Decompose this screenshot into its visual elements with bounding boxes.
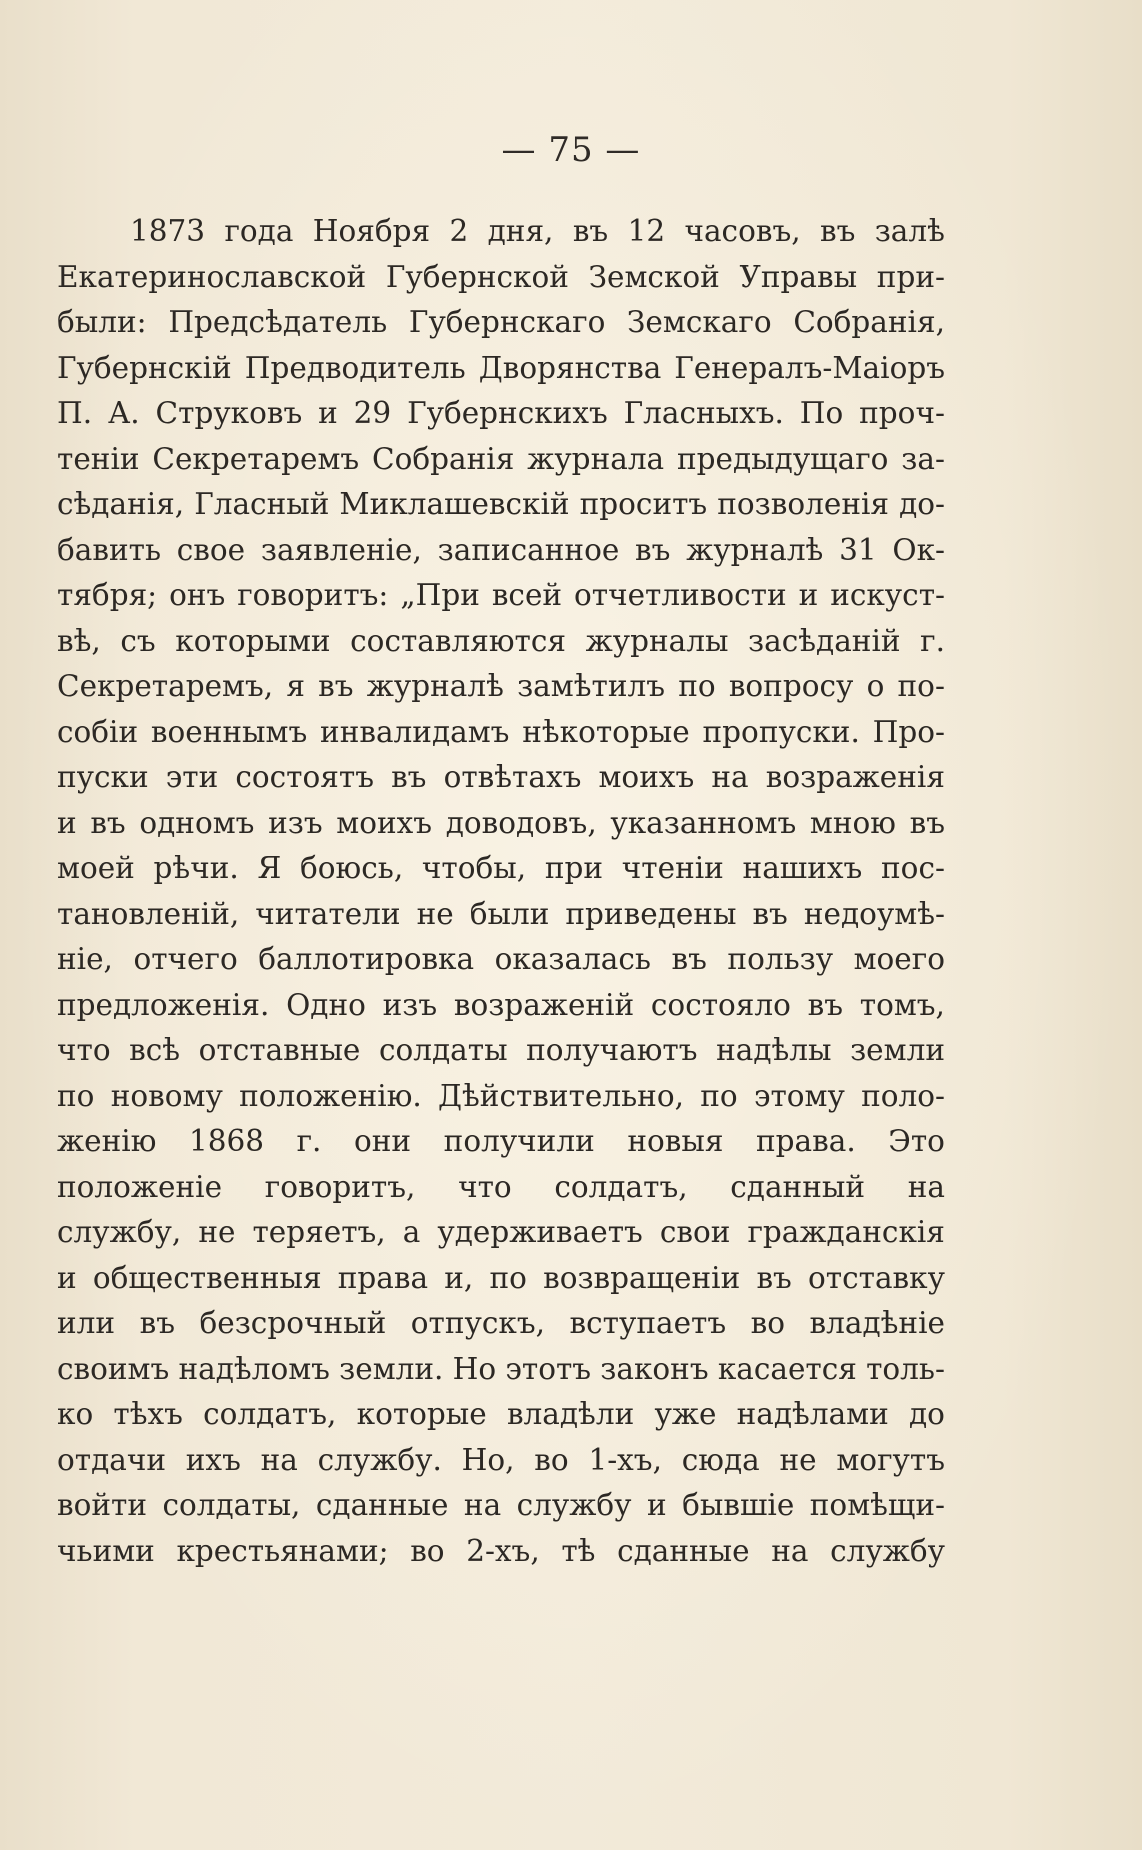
text-line: вѣ, съ которыми составляются журналы засѣданій г.: [57, 623, 945, 658]
text-line: ко тѣхъ солдатъ, которые владѣли уже надѣлами до: [57, 1397, 945, 1431]
page-number: — 75 —: [501, 130, 641, 170]
text-line: Екатеринославской Губернской Земской Управы при-: [57, 259, 945, 294]
text-line: 1873 года Ноября 2 дня, въ 12 часовъ, въ залѣ: [130, 214, 945, 248]
text-line: пуски эти состоятъ въ отвѣтахъ моихъ на возраженія: [57, 760, 945, 794]
text-line: женію 1868 г. они получили новыя права. Это: [57, 1124, 945, 1158]
text-line: что всѣ отставные солдаты получаютъ надѣлы земли: [57, 1033, 945, 1067]
body-text: [57, 209, 945, 1574]
text-line: предложенія. Одно изъ возраженій состояло въ томъ,: [57, 987, 945, 1022]
text-line: по новому положенію. Дѣйствительно, по этому поло-: [57, 1078, 945, 1113]
text-line: службу, не теряетъ, а удерживаетъ свои гражданскія: [57, 1215, 945, 1249]
text-line: или въ безсрочный отпускъ, вступаетъ во владѣніе: [57, 1306, 945, 1340]
text-line: собіи военнымъ инвалидамъ нѣкоторые пропуски. Про-: [57, 714, 945, 749]
text-line: Секретаремъ, я въ журналѣ замѣтилъ по вопросу о по-: [57, 669, 945, 703]
text-line: тября; онъ говоритъ: „При всей отчетливости и искуст-: [57, 578, 945, 612]
text-line: войти солдаты, сданные на службу и бывшіе помѣщи-: [57, 1488, 945, 1522]
text-line: были: Предсѣдатель Губернскаго Земскаго Собранія,: [57, 305, 945, 339]
text-line: своимъ надѣломъ земли. Но этотъ законъ касается толь-: [57, 1351, 945, 1386]
text-line: П. А. Струковъ и 29 Губернскихъ Гласныхъ. По проч-: [57, 396, 945, 430]
text-line: теніи Секретаремъ Собранія журнала предыдущаго за-: [57, 441, 945, 476]
text-line: чьими крестьянами; во 2-хъ, тѣ сданные на службу: [57, 1533, 945, 1568]
text-line: Губернскій Предводитель Дворянства Генералъ-Маіоръ: [57, 350, 945, 385]
text-line: отдачи ихъ на службу. Но, во 1-хъ, сюда не могутъ: [57, 1442, 945, 1477]
text-line: и общественныя права и, по возвращеніи въ отставку: [57, 1260, 945, 1295]
text-line: сѣданія, Гласный Миклашевскій проситъ позволенія до-: [57, 487, 945, 521]
text-line: тановленій, читатели не были приведены въ недоумѣ-: [57, 896, 945, 931]
text-line: ніе, отчего баллотировка оказалась въ пользу моего: [57, 942, 945, 976]
text-line: бавить свое заявленіе, записанное въ журналѣ 31 Ок-: [57, 532, 945, 567]
text-line: и въ одномъ изъ моихъ доводовъ, указанномъ мною въ: [57, 805, 945, 840]
text-line: положеніе говоритъ, что солдатъ, сданный на: [57, 1169, 945, 1204]
text-line: моей рѣчи. Я боюсь, чтобы, при чтеніи нашихъ пос-: [57, 851, 945, 885]
